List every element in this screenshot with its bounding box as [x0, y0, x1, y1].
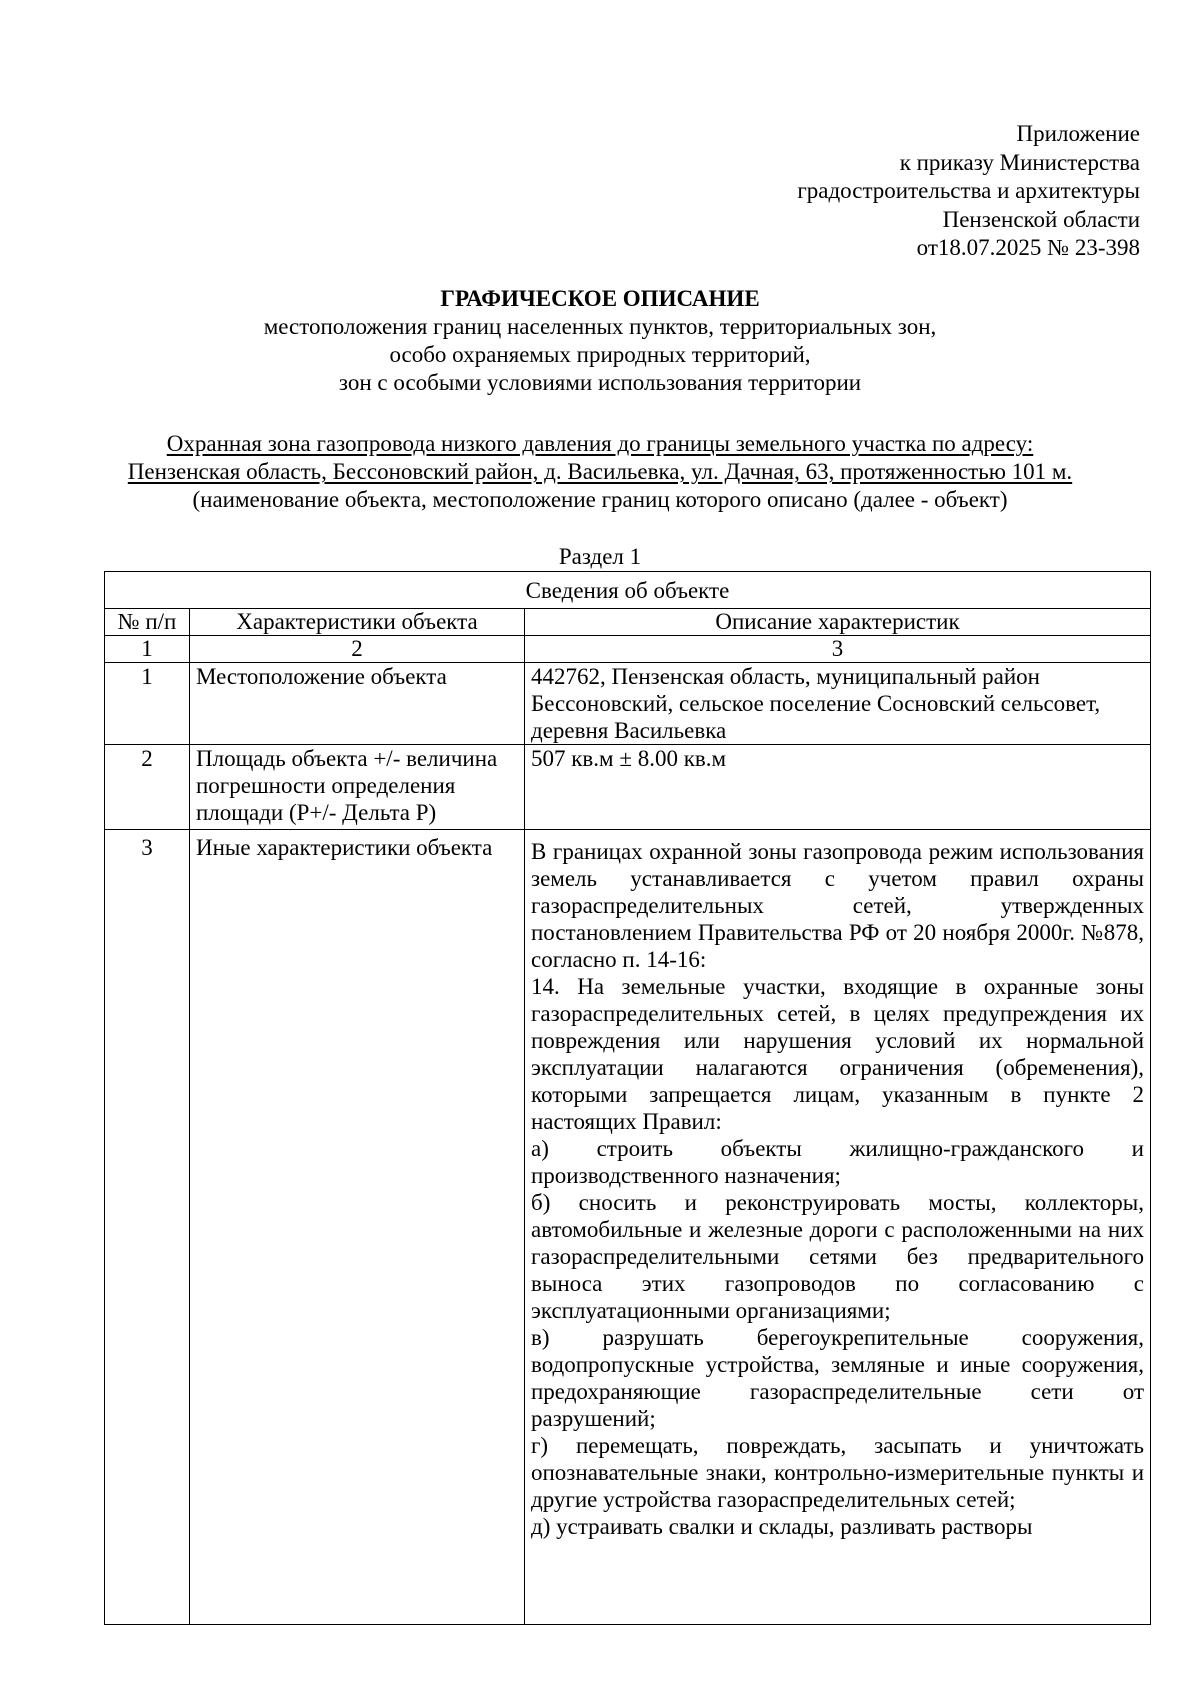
document-subtitle-line: местоположения границ населенных пунктов, территориальных зон, — [263, 314, 937, 339]
appendix-order-number: от18.07.2025 № 23-398 — [916, 235, 1140, 260]
appendix-line: градостроительства и архитектуры — [797, 178, 1140, 203]
row-number: 1 — [105, 663, 190, 745]
appendix-line: Пензенской области — [942, 206, 1140, 232]
object-name-caption: (наименование объекта, местоположение границ которого описано (далее - объект) — [192, 487, 1008, 512]
table-caption: Сведения об объекте — [105, 572, 1151, 609]
table-column-number: 1 — [105, 636, 190, 663]
table-header-cell: Характеристики объекта — [190, 609, 525, 636]
description-paragraph: д) устраивать свалки и склады, разливать растворы — [531, 1514, 1033, 1539]
row-description: 507 кв.м ± 8.00 кв.м — [525, 745, 1151, 830]
description-paragraph: В границах охранной зоны газопровода режим использования земель устанавливается с учетом правил охраны газораспределительных сетей, утвержденных постановлением Правительства РФ от 20 ноября 2000г. №878, согласно п. 14-16: — [531, 839, 1144, 972]
appendix-line: Приложение — [1016, 121, 1140, 146]
object-info-table — [104, 571, 1151, 1625]
appendix-line: к приказу Министерства — [899, 149, 1140, 175]
table-column-number-row — [105, 636, 1151, 663]
description-paragraph: б) сносить и реконструировать мосты, коллекторы, автомобильные и железные дороги с расположенными на них газораспределительными сетями без предварительного выноса этих газопроводов по согласованию с эксплуатационными организациями; — [531, 1190, 1144, 1323]
row-number: 2 — [105, 745, 190, 830]
object-name-block — [0, 430, 1200, 514]
document-subtitle-line: зон с особыми условиями использования территории — [338, 370, 862, 395]
object-name-line: Пензенская область, Бессоновский район, д. Васильевка, ул. Дачная, 63, протяженностью 101 м. — [127, 459, 1073, 484]
table-header-cell: Описание характеристик — [525, 609, 1151, 636]
table-caption-row — [105, 572, 1151, 609]
table-row — [105, 830, 1151, 1625]
table-row — [105, 745, 1151, 830]
row-description — [525, 830, 1151, 1625]
row-characteristic: Иные характеристики объекта — [190, 830, 525, 1625]
description-paragraph: а) строить объекты жилищно-гражданского и производственного назначения; — [531, 1136, 1144, 1188]
row-characteristic: Площадь объекта +/- величина погрешности определения площади (Р+/- Дельта Р) — [190, 745, 525, 830]
row-characteristic: Местоположение объекта — [190, 663, 525, 745]
description-paragraph: 14. На земельные участки, входящие в охранные зоны газораспределительных сетей, в целях предупреждения их повреждения или нарушения условий их нормальной эксплуатации налагаются ограничения (обременения), которыми запрещается лицам, указанным в пункте 2 настоящих Правил: — [531, 974, 1144, 1134]
document-title-block — [0, 285, 1200, 397]
section-label: Раздел 1 — [558, 544, 642, 569]
table-column-number: 2 — [190, 636, 525, 663]
row-description: 442762, Пензенская область, муниципальный район Бессоновский, сельское поселение Сосновский сельсовет, деревня Васильевка — [525, 663, 1151, 745]
document-title: ГРАФИЧЕСКОЕ ОПИСАНИЕ — [440, 286, 760, 311]
table-column-number: 3 — [525, 636, 1151, 663]
document-subtitle-line: особо охраняемых природных территорий, — [389, 342, 811, 367]
object-name-line: Охранная зона газопровода низкого давления до границы земельного участка по адресу: — [166, 431, 1034, 456]
row-number: 3 — [105, 830, 190, 1625]
appendix-header — [640, 120, 1140, 263]
description-paragraph: г) перемещать, повреждать, засыпать и уничтожать опознавательные знаки, контрольно-измерительные пункты и другие устройства газораспределительных сетей; — [531, 1433, 1144, 1512]
table-header-row — [105, 609, 1151, 636]
description-paragraph: в) разрушать берегоукрепительные сооружения, водопропускные устройства, земляные и иные сооружения, предохраняющие газораспределительные сети от разрушений; — [531, 1325, 1144, 1431]
table-row — [105, 663, 1151, 745]
table-header-cell: № п/п — [105, 609, 190, 636]
